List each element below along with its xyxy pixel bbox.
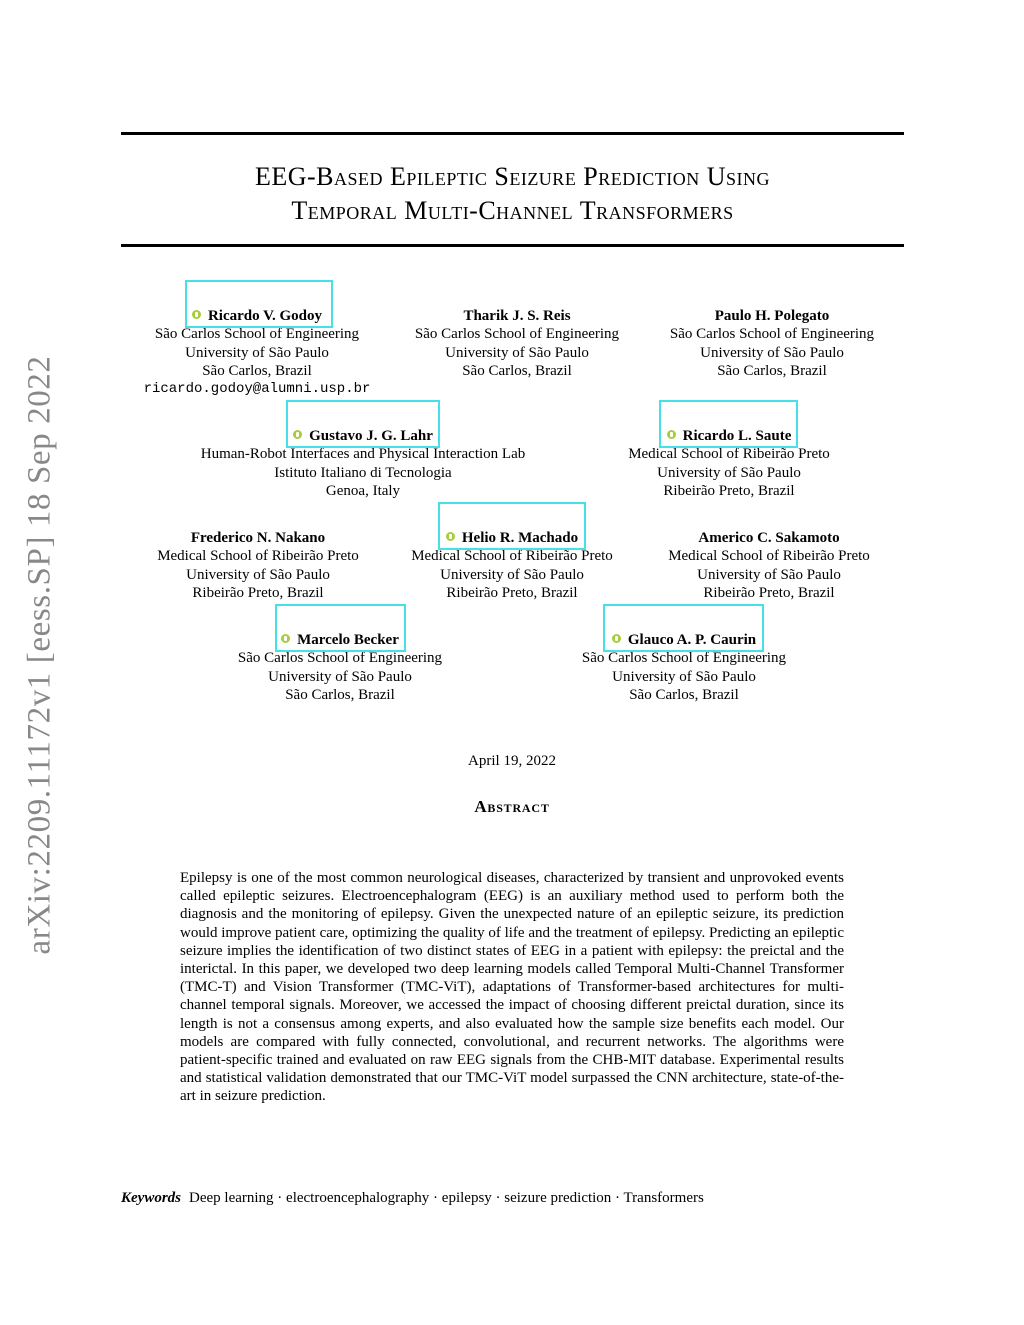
author-affiliation: São Carlos School of Engineering [414,326,620,343]
author-name[interactable]: Gustavo J. G. Lahr [293,427,433,445]
author-affiliation: University of São Paulo [445,344,589,361]
author-affiliation: São Carlos School of Engineering [669,326,875,343]
author-affiliation: University of São Paulo [268,668,412,685]
author-block [139,529,377,602]
author-affiliation: São Carlos School of Engineering [237,650,443,667]
author-affiliation: Istituto Italiano di Tecnologia [274,464,452,481]
author-affiliation: University of São Paulo [657,464,801,481]
title-bottom-rule [121,244,904,247]
author-email[interactable]: ricardo.godoy@alumni.usp.br [143,381,371,398]
author-location: Genoa, Italy [325,482,401,499]
author-location: Ribeirão Preto, Brazil [192,584,324,601]
abstract-heading: Abstract [474,797,550,816]
author-link-box[interactable] [275,604,406,652]
author-location: São Carlos, Brazil [462,362,572,379]
title-top-rule [121,132,904,135]
publication-date: April 19, 2022 [468,753,556,769]
author-location: São Carlos, Brazil [202,362,312,379]
author-affiliation: University of São Paulo [440,566,584,583]
abstract-body: Epilepsy is one of the most common neurological diseases, characterized by transient and unprovoked events called epileptic seizures. Electroencephalogram (EEG) is an auxiliary method used to perform both the diagnosis and the monitoring of epilepsy. Given the unexpected nature of an epileptic seizure, its prediction would improve patient care, optimizing the quality of life and the treatment of epilepsy. Predicting an epileptic seizure implies the identification of two distinct states of EEG in a patient with epilepsy: the preictal and the interictal. In this paper, we developed two deep learning models called Temporal Multi-Channel Transformer (TMC-T) and Vision Transformer (TMC-ViT), adaptations of Transformer-based architectures for multi-channel temporal signals. Moreover, we accessed the impact of choosing different preictal duration, since its length is not a consensus among experts, and also evaluated how the sample size benefits each model. Our models are compared with fully connected, convolutional, and recurrent networks. The algorithms were patient-specific trained and evaluated on raw EEG signals from the CHB-MIT database. Experimental results and statistical validation demonstrated that our TMC-ViT model surpassed the CNN architecture, state-of-the-art in seizure prediction. [180,870,844,1105]
author-name[interactable]: Glauco A. P. Caurin [612,631,756,649]
author-name: Tharik J. S. Reis [463,308,571,324]
author-affiliation: Medical School of Ribeirão Preto [668,548,870,565]
author-name[interactable]: Marcelo Becker [281,631,399,649]
author-affiliation: São Carlos School of Engineering [154,326,360,343]
author-location: São Carlos, Brazil [717,362,827,379]
author-name: Americo C. Sakamoto [698,530,840,546]
author-location: Ribeirão Preto, Brazil [663,482,795,499]
keywords-label: Keywords [121,1190,181,1206]
arxiv-sidebar [0,0,60,1325]
author-name[interactable]: Ricardo V. Godoy [192,307,322,325]
arxiv-id: arXiv:2209.11172v1 [eess.SP] 18 Sep 2022 [21,355,58,955]
author-affiliation: University of São Paulo [697,566,841,583]
author-link-box[interactable] [603,604,764,652]
author-affiliation: University of São Paulo [186,566,330,583]
author-affiliation: Medical School of Ribeirão Preto [628,446,830,463]
author-link-box[interactable] [438,502,586,550]
author-location: Ribeirão Preto, Brazil [703,584,835,601]
author-affiliation: University of São Paulo [612,668,756,685]
author-name: Paulo H. Polegato [714,308,830,324]
author-block [400,307,634,380]
author-affiliation: Medical School of Ribeirão Preto [411,548,613,565]
author-block [652,529,886,602]
author-block [655,307,889,380]
author-name[interactable]: Ricardo L. Saute [667,427,792,445]
title-line-1: EEG-Based Epileptic Seizure Prediction Using [254,162,771,191]
author-affiliation: University of São Paulo [700,344,844,361]
author-link-box[interactable] [286,400,440,448]
author-link-box[interactable] [185,280,333,328]
author-location: São Carlos, Brazil [285,686,395,703]
author-link-box[interactable] [659,400,798,448]
keywords [121,1190,704,1207]
author-location: São Carlos, Brazil [629,686,739,703]
author-affiliation: Human-Robot Interfaces and Physical Interaction Lab [200,446,526,463]
author-name: Frederico N. Nakano [190,530,326,546]
paper-title [121,160,904,228]
author-affiliation: Medical School of Ribeirão Preto [157,548,359,565]
title-line-2: Temporal Multi-Channel Transformers [291,196,734,225]
keywords-text: Deep learning · electroencephalography · epilepsy · seizure prediction · Transformers [189,1190,704,1206]
author-affiliation: São Carlos School of Engineering [581,650,787,667]
author-name[interactable]: Helio R. Machado [446,529,578,547]
author-location: Ribeirão Preto, Brazil [446,584,578,601]
author-affiliation: University of São Paulo [185,344,329,361]
